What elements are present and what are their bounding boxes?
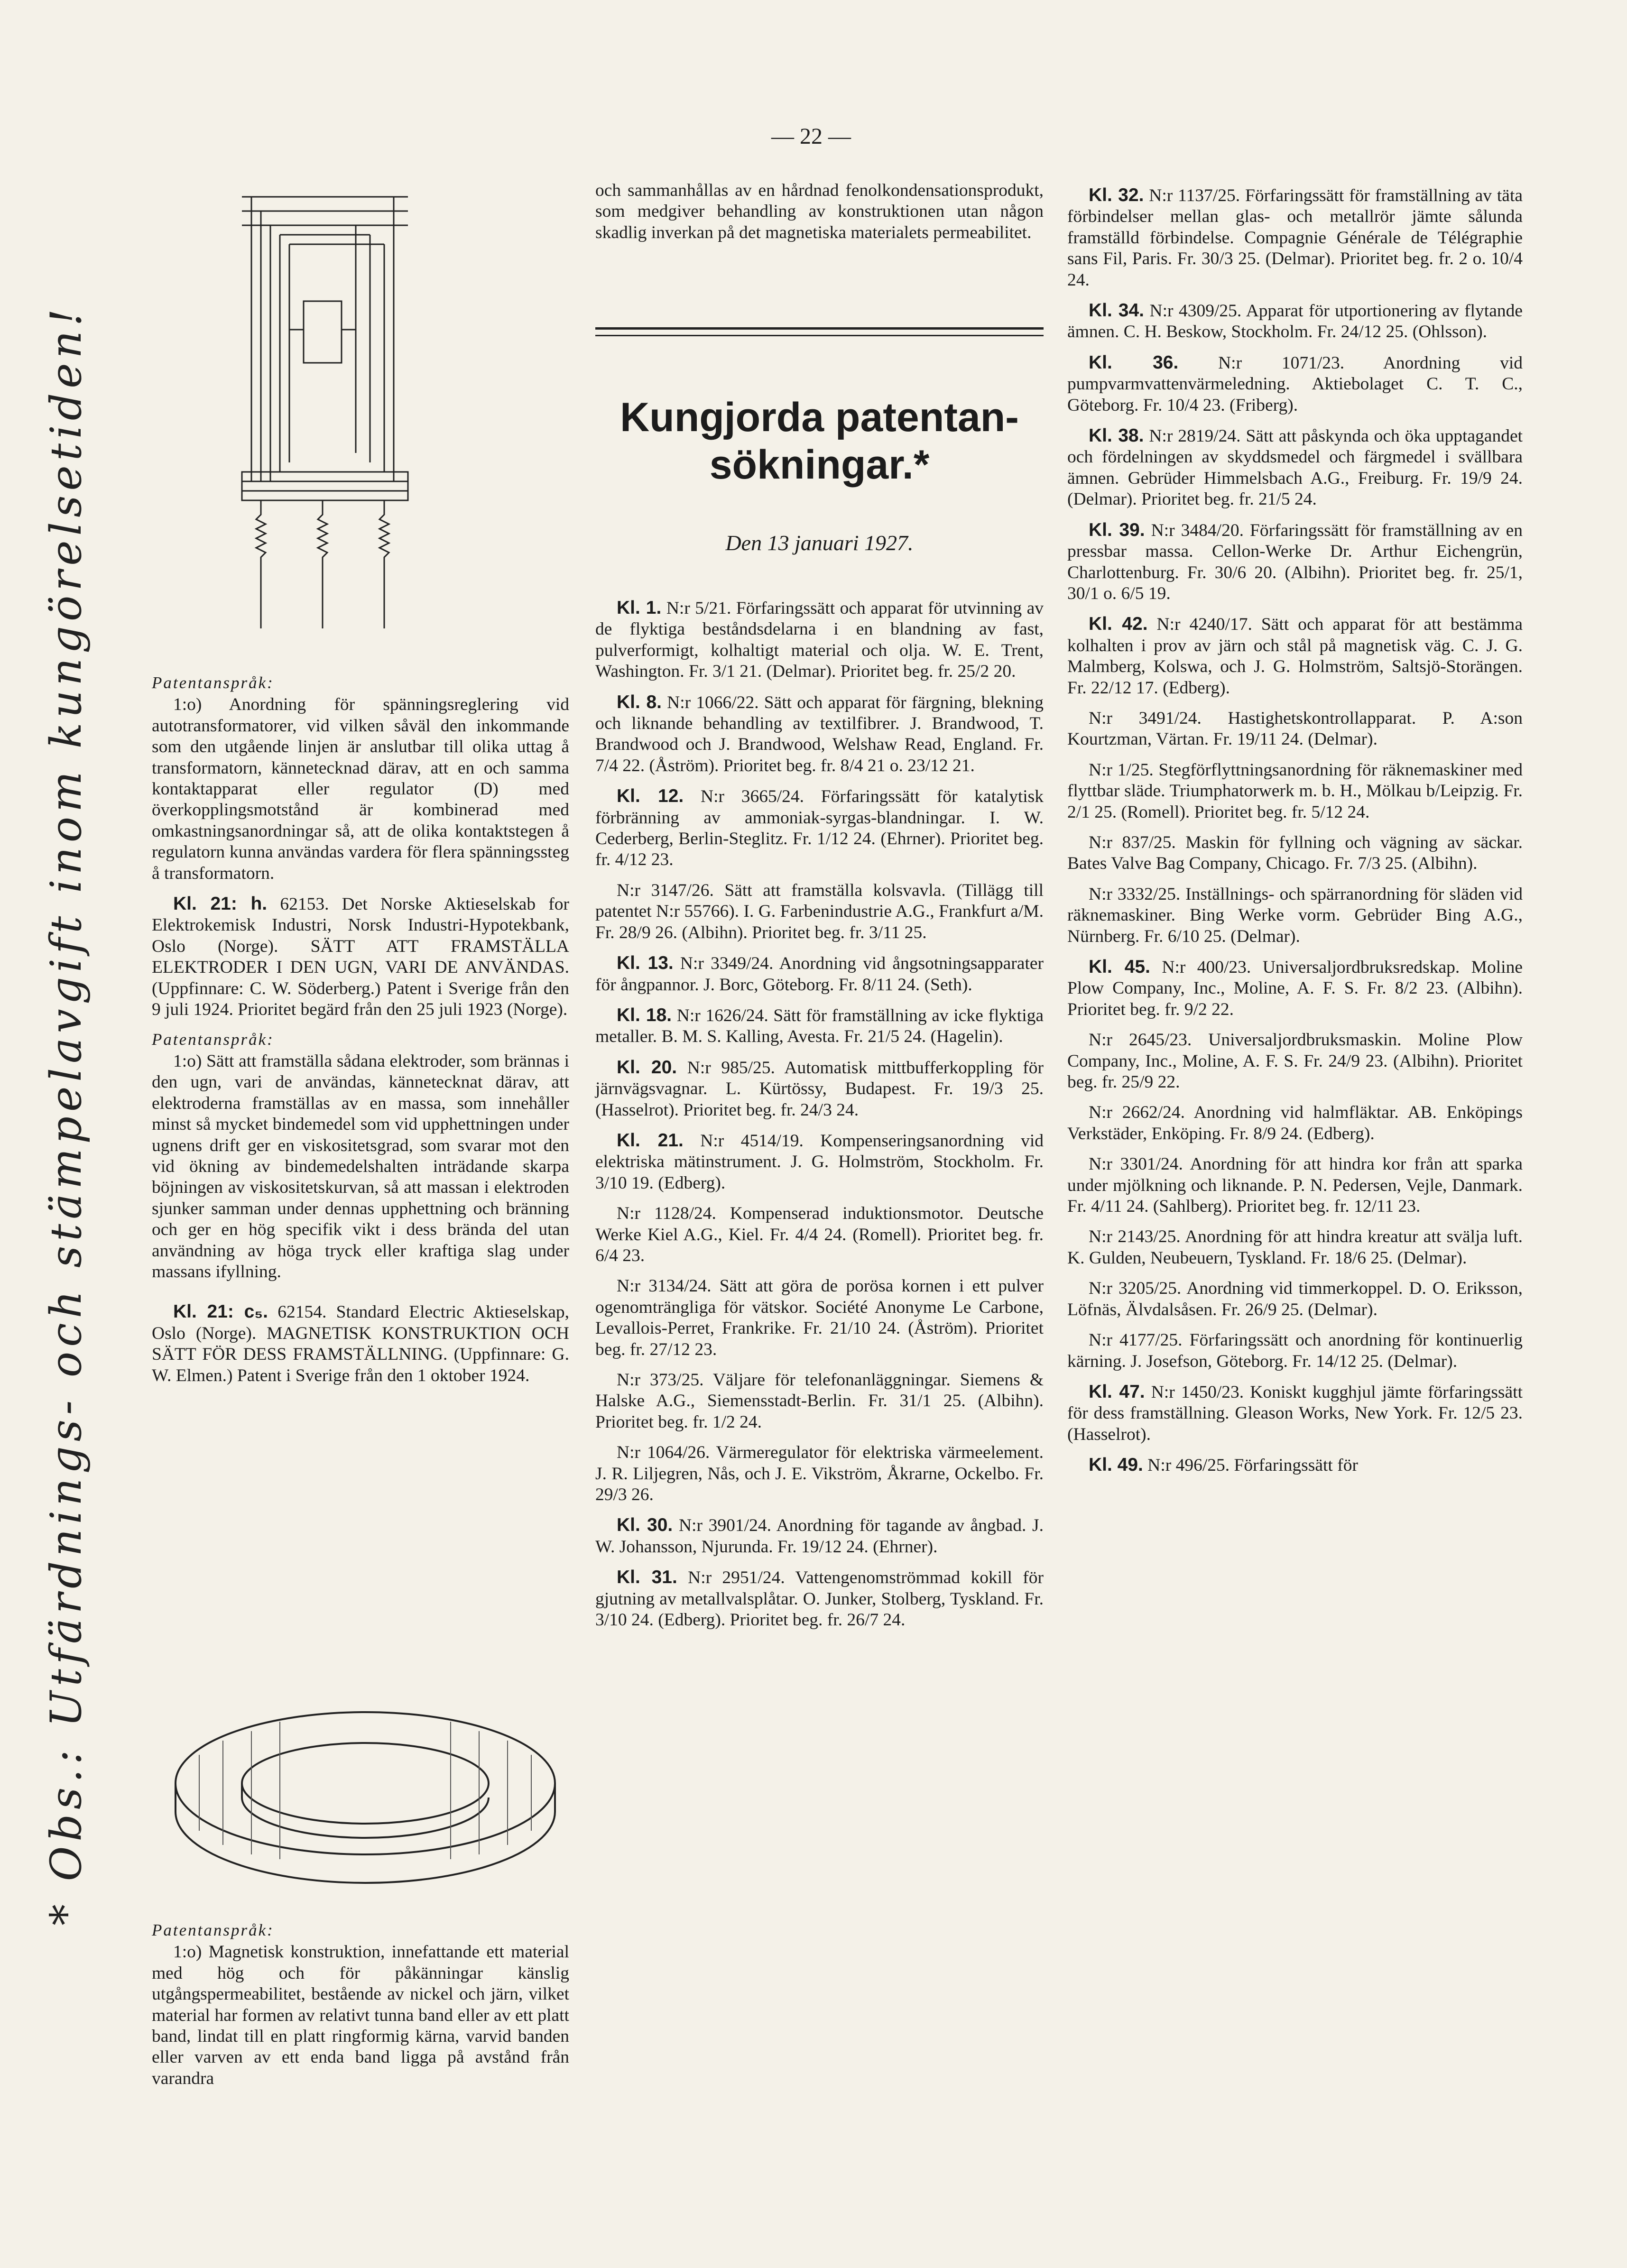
- entry-text: N:r 3665/24. Förfaringssätt för katalytisk förbränning av ammoniak-syrgas-blandningar. I. W. Cederberg, Berlin-Steglitz. Fr. 1/12 24. (Ehrner). Prioritet beg. fr. 4/12 23.: [595, 787, 1044, 870]
- entry-text: N:r 3901/24. Anordning för tagande av ångbad. J. W. Johansson, Njurunda. Fr. 19/12 24. (Ehrner).: [595, 1516, 1044, 1557]
- patent-entry: [1067, 1278, 1523, 1320]
- class-label: Kl. 21: h.: [173, 894, 268, 914]
- entry-text: N:r 1626/24. Sätt för framställning av icke flyktiga metaller. B. M. S. Kalling, Avesta. Fr. 21/5 24. (Hagelin).: [595, 1005, 1044, 1047]
- page-number: — 22 —: [771, 124, 851, 149]
- continuation-text: och sammanhållas av en hårdnad fenolkondensationsprodukt, som medgiver behandling av konstruktionen utan någon skadlig inverkan på det magnetiska materialets permeabilitet.: [595, 181, 1044, 242]
- entry-text: N:r 5/21. Förfaringssätt och apparat för utvinning av de flyktiga beståndsdelarna i en blandning av fast, pulverformigt, kolhaltigt material och olja. W. E. Trent, Washington. Fr. 3/1 21. (Delmar). Prioritet beg. fr. 25/2 20.: [595, 599, 1044, 682]
- patent-entry: [1067, 614, 1523, 699]
- patent-entry: [595, 1370, 1044, 1433]
- patent-entry: [1067, 708, 1523, 750]
- entry-text: N:r 3301/24. Anordning för att hindra kor från att sparka under mjölkning och liknande. P. N. Pedersen, Vejle, Danmark. Fr. 4/11 24. (Sahlberg). Prioritet beg. fr. 12/11 23.: [1067, 1154, 1523, 1217]
- entry-text: N:r 1450/23. Koniskt kugghjul jämte förfaringssätt för dess framställning. Gleason Works, New York. Fr. 12/5 23. (Hasselrot).: [1067, 1382, 1523, 1444]
- entry-text: N:r 2645/23. Universaljordbruksmaskin. Moline Plow Company, Inc., Moline, A. F. S. Fr. 24/9 23. (Albihn). Prioritet beg. fr. 25/9 22.: [1067, 1030, 1523, 1092]
- class-label: Kl. 47.: [1089, 1381, 1145, 1402]
- patent-entry: [1067, 1030, 1523, 1093]
- double-rule-bottom: [595, 335, 1044, 336]
- class-label: Kl. 34.: [1089, 300, 1145, 321]
- class-label: Kl. 13.: [617, 953, 674, 974]
- class-label: Kl. 20.: [617, 1057, 677, 1078]
- patent-entry: [595, 880, 1044, 943]
- entry-text: N:r 1066/22. Sätt och apparat för färgning, blekning och liknande behandling av textilfibrer. J. Brandwood, T. Brandwood och J. Brandwood, Welshaw Read, England. Fr. 7/4 22. (Åström). Prioritet beg. fr. 8/4 21 o. 23/12 21.: [595, 692, 1044, 775]
- entry-text: N:r 3491/24. Hastighetskontrollapparat. P. A:son Kourtzman, Värtan. Fr. 19/11 24. (Delmar).: [1067, 708, 1523, 749]
- entry-text: N:r 2143/25. Anordning för att hindra kreatur att svälja luft. K. Gulden, Neubeuern, Tyskland. Fr. 18/6 25. (Delmar).: [1067, 1227, 1523, 1268]
- patent-entry: [1067, 1455, 1523, 1476]
- class-label: Kl. 18.: [617, 1005, 672, 1025]
- patent-entry: [1067, 1382, 1523, 1445]
- entry-text: N:r 4514/19. Kompenseringsanordning vid elektriska mätinstrument. J. G. Holmström, Stockholm. Fr. 3/10 19. (Edberg).: [595, 1131, 1044, 1193]
- patent-entry: [1067, 300, 1523, 343]
- patent-entry: [595, 1130, 1044, 1194]
- entry-text: N:r 3134/24. Sätt att göra de porösa kornen i ett pulver ogenomträngliga för vätskor. Société Anonyme Le Carbone, Levallois-Perret, Frankrike. Fr. 21/10 24. (Åström). Prioritet beg. fr. 27/12 23.: [595, 1276, 1044, 1359]
- entry-text: N:r 4177/25. Förfaringssätt och anordning för kontinuerlig kärning. J. Josefson, Göteborg. Fr. 14/12 25. (Delmar).: [1067, 1330, 1523, 1371]
- column-1-continued: [152, 1911, 569, 2089]
- entry-text: N:r 3484/20. Förfaringssätt för framställning av en pressbar massa. Cellon-Werke Dr. Arthur Eichengrün, Charlottenburg. Fr. 30/6 20. (Albihn). Prioritet beg. fr. 25/1, 30/1 o. 6/5 19.: [1067, 520, 1523, 603]
- patent-entry: [152, 1301, 569, 1386]
- entry-text: N:r 3349/24. Anordning vid ångsotningsapparater för ångpannor. J. Borc, Göteborg. Fr. 8/11 24. (Seth).: [595, 954, 1044, 995]
- entry-text: N:r 3147/26. Sätt att framställa kolsvavla. (Tillägg till patentet N:r 55766). I. G. Farbenindustrie A.G., Frankfurt a/M. Fr. 28/9 26. (Albihn). Prioritet beg. fr. 3/11 25.: [595, 880, 1044, 942]
- claim-text: 1:o) Anordning för spänningsreglering vid autotransformatorer, vid vilken såväl den inkommande som den utgående linjen är anslutbar till olika uttag å transformatorn, kännetecknad därav, att en och samma kontaktapparat eller regulator (D) med överkopplingsmotstånd är kombinerad med omkastningsanordningar så, att de olika kontaktstegen å regulatorn kunna användas vardera för flera spänningssteg å transformatorn.: [152, 695, 569, 883]
- class-label: Kl. 45.: [1089, 957, 1150, 977]
- entry-text: N:r 3332/25. Inställnings- och spärranordning för släden vid räknemaskiner. Bing Werke vorm. Gebrüder Bing A.G., Nürnberg. Fr. 6/10 25. (Delmar).: [1067, 884, 1523, 946]
- column-1: [152, 664, 569, 1386]
- class-label: Kl. 39.: [1089, 519, 1145, 540]
- patent-entry: [595, 1567, 1044, 1631]
- class-label: Kl. 8.: [617, 691, 662, 712]
- patent-entry: [595, 953, 1044, 996]
- class-label: Kl. 30.: [617, 1515, 673, 1536]
- entry-text: N:r 3205/25. Anordning vid timmerkoppel. D. O. Eriksson, Löfnäs, Älvdalsåsen. Fr. 26/9 25. (Delmar).: [1067, 1279, 1523, 1319]
- entry-text: N:r 400/23. Universaljordbruksredskap. Moline Plow Company, Inc., Moline, A. F. S. Fr. 8/2 23. (Albihn). Prioritet beg. fr. 9/2 22.: [1067, 958, 1523, 1019]
- entry-text: N:r 985/25. Automatisk mittbufferkoppling för järnvägsvagnar. L. Kürtössy, Budapest. Fr. 19/3 25. (Hasselrot). Prioritet beg. fr. 24/3 24.: [595, 1058, 1044, 1120]
- entry-text: N:r 2951/24. Vattengenomströmmad kokill för gjutning av metallvalsplåtar. O. Junker, Stolberg, Tyskland. Fr. 3/10 24. (Edberg). Prioritet beg. fr. 26/7 24.: [595, 1568, 1044, 1630]
- patent-entry: [595, 786, 1044, 871]
- entry-text: N:r 1137/25. Förfaringssätt för framställning av täta förbindelser mellan glas- och metallrör jämte sålunda framställd förbindelse. Compagnie Générale de Télégraphie sans Fil, Paris. Fr. 30/3 25. (Delmar). Prioritet beg. fr. 2 o. 10/4 24.: [1067, 186, 1523, 290]
- patent-entry: [595, 692, 1044, 777]
- patent-entry: [1067, 185, 1523, 291]
- entry-text: N:r 837/25. Maskin för fyllning och vägning av säckar. Bates Valve Bag Company, Chicago. Fr. 7/3 25. (Albihn).: [1067, 832, 1523, 874]
- patent-entry: [1067, 884, 1523, 947]
- class-label: Kl. 31.: [617, 1567, 677, 1588]
- class-label: Kl. 21: c₅.: [173, 1301, 268, 1322]
- entry-text: N:r 2819/24. Sätt att påskynda och öka upptagandet och fördelningen av skyddsmedel och färgmedel i svällbara ämnen. Gebrüder Himmelsbach A.G., Freiburg. Fr. 19/9 24. (Delmar). Prioritet beg. fr. 21/5 24.: [1067, 426, 1523, 509]
- claim-text: 1:o) Sätt att framställa sådana elektroder, som brännas i den ugn, vari de användas, kännetecknat därav, att elektroderna framställas av en massa, som innehåller minst så mycket bindemedel som vid upphettningen under ugnens drift ger en viskositetsgrad, som svarar mot den vid ökning av bindemedelshalten inträdande skarpa böjningen av viskositetskurvan, så att massan i elektroden sjunker samman under dennas upphettning och bränning och ger en hög specifik vikt i dess brända del utan användning av höga tryck eller kraftiga slag under massans ifyllning.: [152, 1051, 569, 1282]
- class-label: Kl. 42.: [1089, 614, 1148, 635]
- patent-entry: [595, 1057, 1044, 1121]
- entry-text: N:r 4240/17. Sätt och apparat för att bestämma kolhalten i prov av järn och stål på magnetisk väg. C. J. G. Malmberg, Kolswa, och J. G. Holmström, Saltsjö-Storängen. Fr. 22/12 17. (Edberg).: [1067, 615, 1523, 698]
- section-heading: [595, 394, 1044, 489]
- patent-entry: [595, 598, 1044, 682]
- entry-text: N:r 4309/25. Apparat för utportionering av flytande ämnen. C. H. Beskow, Stockholm. Fr. 24/12 25. (Ohlsson).: [1067, 301, 1523, 342]
- patent-entry: [1067, 520, 1523, 605]
- entry-text: 62153. Det Norske Aktieselskab for Elektrokemisk Industri, Norsk Industri-Hypotekbank, Oslo (Norge). SÄTT ATT FRAMSTÄLLA ELEKTRODER I DEN UGN, VARI DE ANVÄNDAS. (Uppfinnare: C. W. Söderberg.) Patent i Sverige från den 9 juli 1924. Prioritet begärd från den 25 juli 1923 (Norge).: [152, 894, 569, 1020]
- patent-entry: [595, 1515, 1044, 1558]
- patent-entry: [595, 1203, 1044, 1266]
- patent-entry: [1067, 425, 1523, 510]
- patent-entry: [1067, 760, 1523, 823]
- entry-text: 62154. Standard Electric Aktieselskap, Oslo (Norge). MAGNETISK KONSTRUKTION OCH SÄTT FÖR DESS FRAMSTÄLLNING. (Uppfinnare: G. W. Elmen.) Patent i Sverige från den 1 oktober 1924.: [152, 1302, 570, 1385]
- patent-entry: [595, 1442, 1044, 1505]
- patent-entry: [595, 1005, 1044, 1048]
- patent-entry: [1067, 1226, 1523, 1269]
- entry-text: N:r 2662/24. Anordning vid halmfläktar. AB. Enköpings Verkstäder, Enköping. Fr. 8/9 24. (Edberg).: [1067, 1103, 1523, 1143]
- entry-text: N:r 1064/26. Värmeregulator för elektriska värmeelement. J. R. Liljegren, Nås, och J. E. Vikström, Åkrarne, Ockelbo. Fr. 29/3 26.: [595, 1443, 1044, 1505]
- entry-text: N:r 496/25. Förfaringssätt för: [1147, 1456, 1358, 1475]
- section-date: Den 13 januari 1927.: [725, 531, 914, 555]
- column-2-continuation: [595, 180, 1044, 243]
- heading-line-1: Kungjorda patentan-: [620, 395, 1019, 440]
- class-label: Kl. 36.: [1089, 352, 1179, 373]
- class-label: Kl. 49.: [1089, 1455, 1143, 1475]
- side-note-vertical: * Obs.: Utfärdnings- och stämpelavgift inom kungörelsetiden!: [41, 304, 91, 1926]
- patentansprak-label: Patentanspråk:: [152, 1030, 274, 1049]
- class-label: Kl. 32.: [1089, 185, 1144, 205]
- class-label: Kl. 12.: [617, 786, 684, 807]
- entry-text: N:r 1071/23. Anordning vid pumpvarmvattenvärmeledning. Aktiebolaget C. T. C., Göteborg. Fr. 10/4 23. (Friberg).: [1067, 353, 1523, 415]
- column-3-entries: [1067, 175, 1523, 1476]
- class-label: Kl. 21.: [617, 1130, 684, 1151]
- class-label: Kl. 1.: [617, 598, 662, 618]
- patent-entry: [1067, 1102, 1523, 1144]
- entry-text: N:r 1128/24. Kompenserad induktionsmotor. Deutsche Werke Kiel A.G., Kiel. Fr. 4/4 24. (Romell). Prioritet beg. fr. 6/4 23.: [595, 1204, 1044, 1265]
- patent-entry: [1067, 352, 1523, 416]
- circuit-diagram-figure: [232, 187, 413, 643]
- entry-text: N:r 373/25. Väljare för telefonanläggningar. Siemens & Halske A.G., Siemensstadt-Berlin. Fr. 31/1 25. (Albihn). Prioritet beg. fr. 1/2 24.: [595, 1370, 1044, 1432]
- patent-entry: [1067, 832, 1523, 875]
- ring-core-illustration: [157, 1688, 574, 1888]
- patent-entry: [152, 894, 569, 1020]
- class-label: Kl. 38.: [1089, 425, 1144, 446]
- patentansprak-label: Patentanspråk:: [152, 1921, 274, 1939]
- claim-text: 1:o) Magnetisk konstruktion, innefattande ett material med hög och för påkänningar känslig utgångspermeabilitet, bestående av nickel och järn, vilket material har formen av relativt tunna band eller av ett platt band, lindat till en platt ringformig kärna, varvid banden eller varven av ett enda band ligga på avstånd från varandra: [152, 1942, 569, 2088]
- entry-text: N:r 1/25. Stegförflyttningsanordning för räknemaskiner med flyttbar släde. Triumphatorwerk m. b. H., Mölkau b/Leipzig. Fr. 2/1 25. (Romell). Prioritet beg. fr. 5/12 24.: [1067, 760, 1523, 822]
- heading-line-2: sökningar.*: [709, 442, 930, 488]
- patent-entry: [1067, 1154, 1523, 1217]
- column-2-entries: [595, 588, 1044, 1631]
- patent-entry: [1067, 1330, 1523, 1372]
- double-rule-top: [595, 327, 1044, 330]
- patentansprak-label: Patentanspråk:: [152, 673, 274, 692]
- patent-entry: [595, 1276, 1044, 1360]
- patent-entry: [1067, 957, 1523, 1020]
